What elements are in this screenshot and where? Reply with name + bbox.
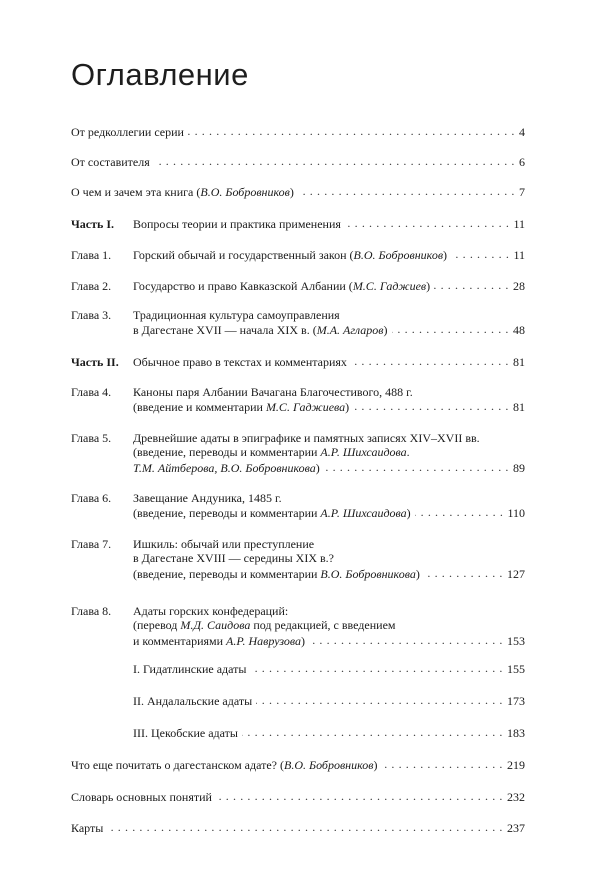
toc-entry-title-line: Обычное право в текстах и комментариях	[133, 355, 347, 369]
dot-leader	[382, 757, 504, 769]
toc-entry[interactable]	[71, 385, 525, 415]
dot-leader	[424, 566, 503, 578]
toc-entry[interactable]	[71, 491, 525, 521]
toc-page-number: 173	[507, 694, 525, 708]
toc-entry-title-line: Каноны паря Албании Вачагана Благочестивого, 488 г.	[133, 385, 413, 399]
toc-page-number: 127	[507, 566, 525, 581]
toc-page-number: 155	[507, 662, 525, 676]
toc-entry-title-line: От редколлегии серии	[71, 125, 184, 139]
toc-entry-label: Глава 8.	[71, 604, 112, 618]
toc-entry-label: Часть I.	[71, 217, 115, 231]
toc-entry[interactable]	[71, 247, 525, 262]
toc-entry-label: Глава 1.	[71, 248, 112, 262]
toc-entry-title-line: Что еще почитать о дагестанском адате? (В.О. Бобровников)	[71, 758, 378, 772]
toc-entry-title-line: Государство и право Кавказской Албании (М.С. Гаджиев)	[133, 279, 431, 293]
toc-entry[interactable]	[71, 661, 525, 676]
toc-page-number: 81	[513, 355, 525, 369]
toc-entry[interactable]	[71, 757, 525, 772]
dot-leader	[345, 216, 510, 228]
dot-leader	[324, 460, 509, 472]
toc-entry-label: Глава 2.	[71, 279, 112, 293]
toc-page-number: 232	[507, 790, 525, 804]
toc-entry-title-line: От составителя	[71, 155, 150, 169]
toc-entry[interactable]	[71, 693, 525, 708]
toc-entry[interactable]	[71, 354, 525, 369]
toc-entry-title-line: Вопросы теории и практика применения	[133, 217, 341, 231]
toc-entry-title-line: (введение и комментарии М.С. Гаджиева)	[133, 400, 350, 415]
toc-page-number: 237	[507, 821, 525, 835]
dot-leader	[451, 247, 509, 259]
toc-entry[interactable]	[71, 604, 525, 648]
toc-entry[interactable]	[71, 278, 525, 293]
dot-leader	[392, 322, 509, 334]
toc-entry-title-line: I. Гидатлинские адаты	[133, 662, 247, 676]
toc-entry-title-line: Завещание Андуника, 1485 г.	[133, 491, 282, 505]
toc-page-number: 6	[519, 155, 525, 169]
dot-leader	[298, 184, 515, 196]
toc-entry-title-line: Карты	[71, 821, 104, 835]
toc-page-number: 183	[507, 726, 525, 740]
toc-page-number: 89	[513, 460, 525, 475]
toc-entry-title-line: Традиционная культура самоуправления	[133, 308, 340, 322]
toc-entry[interactable]	[71, 154, 525, 169]
toc-entry-title-line: (введение, переводы и комментарии В.О. Бобровникова)	[133, 566, 420, 581]
toc-entry-title-line: в Дагестане XVIII — середины XIX в.?	[133, 551, 334, 566]
dot-leader	[154, 154, 515, 166]
toc-entry[interactable]	[71, 184, 525, 199]
dot-leader	[351, 354, 509, 366]
dot-leader	[107, 820, 503, 832]
toc-entry[interactable]	[71, 725, 525, 740]
toc-entry-title-line: Адаты горских конфедераций:	[133, 604, 289, 618]
toc-page-number: 110	[507, 506, 525, 521]
toc-entry-label: Глава 3.	[71, 308, 112, 322]
toc-entry-title-line: О чем и зачем эта книга (В.О. Бобровников)	[71, 185, 294, 199]
toc-entry-title-line: Древнейшие адаты в эпиграфике и памятных записях XIV–XVII вв.	[133, 431, 480, 445]
toc-page-number: 7	[519, 185, 525, 199]
toc-entry-title-line: III. Цекобские адаты	[133, 726, 238, 740]
toc-page-number: 11	[513, 217, 525, 231]
dot-leader	[309, 633, 503, 645]
dot-leader	[216, 789, 503, 801]
toc-page-number: 48	[513, 323, 525, 338]
toc-page-number: 81	[513, 400, 525, 415]
toc-entry[interactable]	[71, 789, 525, 804]
toc-entry-title-line: Горский обычай и государственный закон (В.О. Бобровников)	[133, 248, 448, 262]
toc-page-number: 219	[507, 758, 525, 772]
toc-entry-label: Глава 7.	[71, 537, 112, 551]
toc-entry[interactable]	[71, 537, 525, 581]
toc-entry[interactable]	[71, 820, 525, 835]
toc-entry-title-line: Словарь основных понятий	[71, 790, 212, 804]
dot-leader	[415, 505, 504, 517]
toc-entry-label: Часть II.	[71, 355, 119, 369]
dot-leader	[434, 278, 509, 290]
dot-leader	[353, 399, 509, 411]
toc-entry-title-line: (введение, переводы и комментарии А.Р. Шихсаидова.	[133, 445, 410, 460]
toc-page-number: 4	[519, 125, 525, 139]
toc-entry-title-line: (введение, переводы и комментарии А.Р. Шихсаидова)	[133, 506, 411, 521]
toc-entry-title-line: Т.М. Айтберова, В.О. Бобровникова)	[133, 460, 320, 475]
dot-leader	[188, 124, 515, 136]
toc-entry-label: Глава 6.	[71, 491, 112, 505]
toc-entry-title-line: Ишкиль: обычай или преступление	[133, 537, 315, 551]
toc-entry-title-line: II. Андалальские адаты	[133, 694, 253, 708]
toc-entry[interactable]	[71, 124, 525, 139]
dot-leader	[242, 725, 503, 737]
toc-entry-title-line: и комментариями А.Р. Наврузова)	[133, 633, 306, 648]
toc-page-number: 153	[507, 633, 525, 648]
toc-entry-title-line: (перевод М.Д. Саидова под редакцией, с введением	[133, 618, 396, 633]
toc-entry-title-line: в Дагестане XVII — начала XIX в. (М.А. Агларов)	[133, 323, 388, 338]
toc-entry-label: Глава 4.	[71, 385, 112, 399]
toc-entry[interactable]	[71, 308, 525, 338]
dot-leader	[250, 661, 503, 673]
toc-page-number: 28	[513, 279, 525, 293]
toc-entry[interactable]	[71, 431, 525, 475]
toc-entry-label: Глава 5.	[71, 431, 112, 445]
toc-entry[interactable]	[71, 216, 525, 231]
dot-leader	[256, 693, 503, 705]
toc-page-number: 11	[513, 248, 525, 262]
page-title: Оглавление	[71, 57, 249, 92]
